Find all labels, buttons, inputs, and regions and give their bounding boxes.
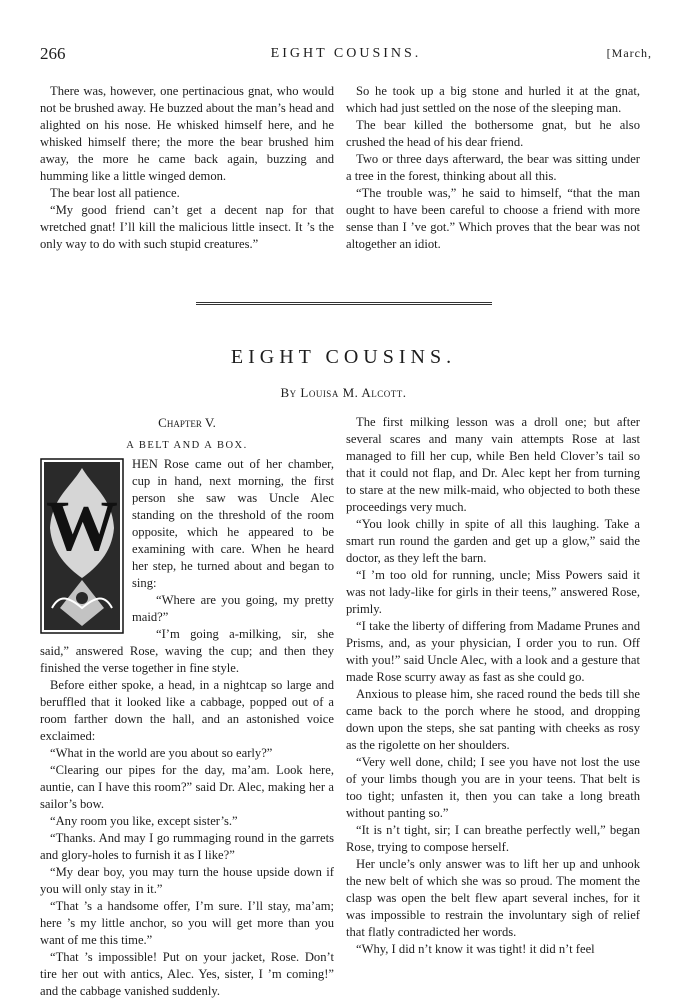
paragraph: “Clearing our pipes for the day, ma’am. Look here, auntie, can I have this room?” said Dr. Alec, making her a sailor’s bow.: [40, 763, 334, 811]
paragraph: “My dear boy, you may turn the house upside down if you will only stay in it.”: [40, 865, 334, 896]
paragraph: “Why, I did n’t know it was tight! it did n’t feel: [356, 942, 595, 956]
running-title: EIGHT COUSINS.: [270, 46, 422, 61]
paragraph: Two or three days afterward, the bear was sitting under a tree in the forest, thinking about all this.: [346, 152, 640, 183]
issue-label: [March,: [606, 46, 652, 60]
ornamental-initial-letter: W: [46, 486, 118, 566]
paragraph: “Thanks. And may I go rummaging round in the garrets and glory-holes to furnish it as I like?”: [40, 831, 334, 862]
story-title: EIGHT COUSINS.: [230, 346, 457, 368]
prev-story-left-column: [40, 83, 334, 253]
paragraph: Anxious to please him, she raced round the beds till she came back to the porch where he stood, and dropping down upon the steps, she sat panting with cheeks as rosy as the rigolette on her shoulders.: [346, 687, 640, 752]
paragraph: “I’m going a-milking, sir, she said,” answered Rose, waving the cup; and then they finished the verse together in fine style.: [40, 627, 334, 675]
paragraph: HEN Rose came out of her chamber, cup in hand, next morning, the first person she saw was Uncle Alec standing on the threshold of the room opposite, which he appeared to be examining with care. When he heard her step, he turned about and began to sing:: [132, 457, 334, 590]
section-divider: [196, 302, 492, 305]
paragraph: “You look chilly in spite of all this laughing. Take a smart run round the garden and get up a glow,” said the doctor, as they left the barn.: [346, 517, 640, 565]
paragraph: There was, however, one pertinacious gnat, who would not be brushed away. He buzzed about the man’s head and alighted on his nose. He whisked himself here, and he whisked himself there; the more the bear brushed him away, the more he came back again, buzzing and humming like a little winged demon.: [40, 84, 334, 183]
chapter-title: A BELT AND A BOX.: [126, 440, 248, 451]
running-header: [40, 44, 652, 66]
paragraph: “It is n’t tight, sir; I can breathe perfectly well,” began Rose, trying to compose herself.: [346, 823, 640, 854]
paragraph: “That ’s impossible! Put on your jacket, Rose. Don’t tire her out with antics, Alec. Yes, sister, I ’m coming!” and the cabbage vanished suddenly.: [40, 950, 334, 998]
paragraph: The first milking lesson was a droll one; but after several scares and many vain attempts Rose at last managed to fill her cup, while Ben held Clover’s tail so that it could not flap, and Dr. Alec kept her from turning to stare at the new milk-maid, who objected to both these proceedings very much.: [346, 415, 640, 514]
paragraph: “I ’m too old for running, uncle; Miss Powers said it was not lady-like for girls in their teens,” answered Rose, primly.: [346, 568, 640, 616]
story-left-column: [40, 414, 334, 1000]
paragraph: The bear killed the bothersome gnat, but he also crushed the head of his dear friend.: [346, 118, 640, 149]
paragraph: “What in the world are you about so early?”: [50, 746, 273, 760]
paragraph: “The trouble was,” he said to himself, “that the man ought to have been careful to choose a friend with more sense than I ’ve got.” Which proves that the bear was not altogether an idiot.: [346, 186, 640, 251]
paragraph: “I take the liberty of differing from Madame Prunes and Prisms, and, as your physician, I order you to run. Off with you!” said Uncle Alec, with a look and a gesture that made Rose scurry away as fast as she could go.: [346, 619, 640, 684]
ornamental-initial: [40, 458, 124, 634]
paragraph: “That ’s a handsome offer, I’m sure. I’ll stay, ma’am; here ’s my little anchor, so you will get more than you want of me this time.”: [40, 899, 334, 947]
story-right-column: [346, 414, 640, 958]
author-name: Louisa M. Alcott.: [300, 385, 407, 400]
prev-story-right-column: [346, 83, 640, 253]
paragraph: “Any room you like, except sister’s.”: [50, 814, 238, 828]
paragraph: Her uncle’s only answer was to lift her up and unhook the new belt of which she was so proud. The moment the clasp was open the belt flew apart several inches, for it was impossible to restrain the involuntary sigh of relief that flatly contradicted her words.: [346, 857, 640, 939]
paragraph: “My good friend can’t get a decent nap for that wretched gnat! I’ll kill the malicious little insect. It ’s the only way to do with such stupid creatures.”: [40, 203, 334, 251]
chapter-heading: Chapter V.: [158, 415, 216, 430]
paragraph: “Where are you going, my pretty maid?”: [132, 593, 334, 624]
byline-prefix: By: [280, 385, 297, 400]
byline: [0, 385, 687, 401]
paragraph: The bear lost all patience.: [50, 186, 180, 200]
paragraph: Before either spoke, a head, in a nightcap so large and beruffled that it looked like a cabbage, popped out of a room farther down the hall, and an astonished voice exclaimed:: [40, 678, 334, 743]
paragraph: So he took up a big stone and hurled it at the gnat, which had just settled on the nose of the sleeping man.: [346, 84, 640, 115]
page-number: 266: [40, 44, 66, 63]
paragraph: “Very well done, child; I see you have not lost the use of your limbs though you are in your teens. That belt is too tight; unfasten it, then you can take a long breath without panting so.”: [346, 755, 640, 820]
